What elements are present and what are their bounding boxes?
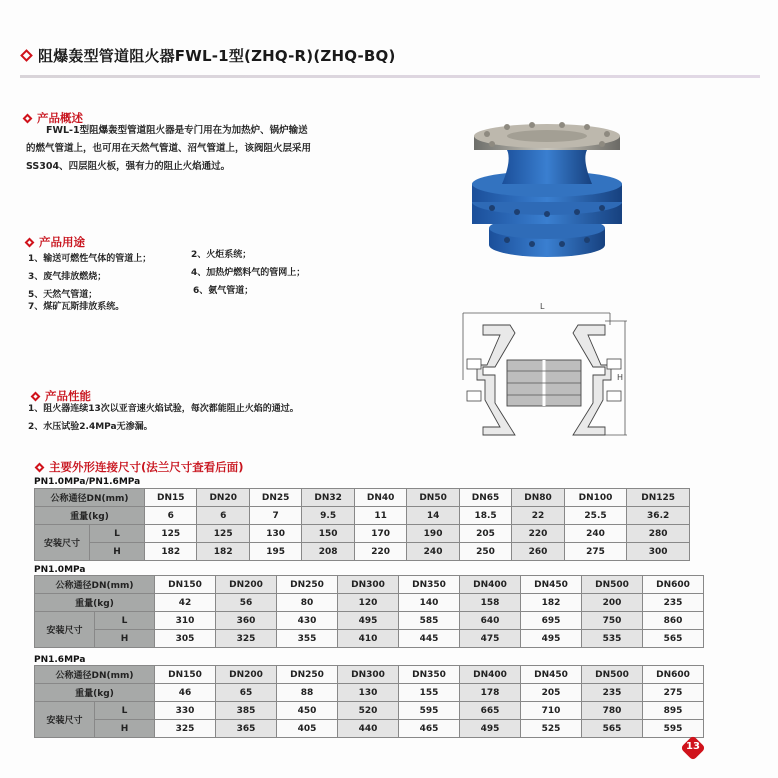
table-row: 公称通径DN(mm) DN150 DN200 DN250 DN300 DN350 DN400 DN450 DN500 DN600 — [35, 666, 704, 684]
usage-item: 1、输送可燃性气体的管道上； — [28, 254, 152, 264]
table-row: 公称通径DN(mm) DN150 DN200 DN250 DN300 DN350 DN400 DN450 DN500 DN600 — [35, 576, 704, 594]
dimension-table-pn16 — [34, 665, 704, 738]
performance-item: 1、阻火器连续13次以亚音速火焰试验，每次都能阻止火焰的通过。 — [28, 404, 299, 414]
overview-line-3: SS304、四层阻火板，强有力的阻止火焰通过。 — [26, 161, 231, 172]
table-row: H 325 365 405 440 465 495 525 565 595 — [35, 720, 704, 738]
overview-line-1: FWL-1型阻爆轰型管道阻火器是专门用在为加热炉、锅炉输送 — [46, 125, 308, 136]
page-number-badge: 13 — [680, 738, 706, 758]
weight-label: 重量(kg) — [35, 507, 145, 525]
table-row: 公称通径DN(mm) DN15 DN20 DN25 DN32 DN40 DN50 DN65 DN80 DN100 DN125 — [35, 489, 690, 507]
dimension-table-pn10 — [34, 575, 704, 648]
diamond-bullet-icon — [25, 237, 35, 247]
h-label: H — [90, 543, 145, 561]
page-title-text: 阻爆轰型管道阻火器FWL-1型(ZHQ-R)(ZHQ-BQ) — [38, 47, 396, 65]
table-1-label: PN1.0MPa/PN1.6MPa — [34, 477, 141, 487]
table-row: 安装尺寸 L 330 385 450 520 595 665 710 780 895 — [35, 702, 704, 720]
usage-item: 2、火炬系统； — [191, 250, 252, 260]
performance-heading-text: 产品性能 — [45, 389, 91, 403]
overview-heading-text: 产品概述 — [37, 111, 83, 125]
usage-item: 3、废气排放燃烧； — [28, 272, 107, 282]
overview-line-2: 的燃气管道上，也可用在天然气管道、沼气管道上，该阀阻火层采用 — [26, 143, 312, 154]
title-divider — [20, 75, 760, 78]
page-title — [22, 45, 396, 66]
table-row: 安装尺寸 L 125 125 130 150 170 190 205 220 240 280 — [35, 525, 690, 543]
dimension-table-pn10-16-small — [34, 488, 690, 561]
table-row: 安装尺寸 L 310 360 430 495 585 640 695 750 860 — [35, 612, 704, 630]
usage-item: 5、天然气管道； — [28, 290, 98, 300]
usage-item: 7、煤矿瓦斯排放系统。 — [28, 302, 125, 312]
table-3-label: PN1.6MPa — [34, 655, 86, 665]
usage-heading — [26, 234, 85, 250]
diamond-bullet-icon — [35, 462, 45, 472]
flame-arrester-photo — [462, 120, 632, 260]
dimensions-heading-text: 主要外形连接尺寸(法兰尺寸查看后面) — [49, 460, 244, 474]
table-row: 重量(kg) 46 65 88 130 155 178 205 235 275 — [35, 684, 704, 702]
svg-text:H: H — [617, 373, 624, 382]
diamond-bullet-icon — [20, 49, 33, 62]
usage-item: 4、加热炉燃料气的管网上； — [191, 268, 306, 278]
l-label: L — [90, 525, 145, 543]
usage-heading-text: 产品用途 — [39, 235, 85, 249]
table-2-label: PN1.0MPa — [34, 565, 86, 575]
table-row: 重量(kg) 42 56 80 120 140 158 182 200 235 — [35, 594, 704, 612]
dimensions-heading — [36, 459, 244, 475]
diamond-bullet-icon — [23, 113, 33, 123]
cross-section-drawing — [455, 295, 635, 445]
table-row: H 182 182 195 208 220 240 250 260 275 300 — [35, 543, 690, 561]
table-row: 重量(kg) 6 6 7 9.5 11 14 18.5 22 25.5 36.2 — [35, 507, 690, 525]
svg-text:L: L — [540, 302, 545, 311]
performance-item: 2、水压试验2.4MPa无渗漏。 — [28, 422, 153, 432]
usage-item: 6、氨气管道； — [193, 286, 254, 296]
table-row: H 305 325 355 410 445 475 495 535 565 — [35, 630, 704, 648]
install-label: 安装尺寸 — [35, 525, 90, 561]
dn-label: 公称通径DN(mm) — [35, 489, 145, 507]
